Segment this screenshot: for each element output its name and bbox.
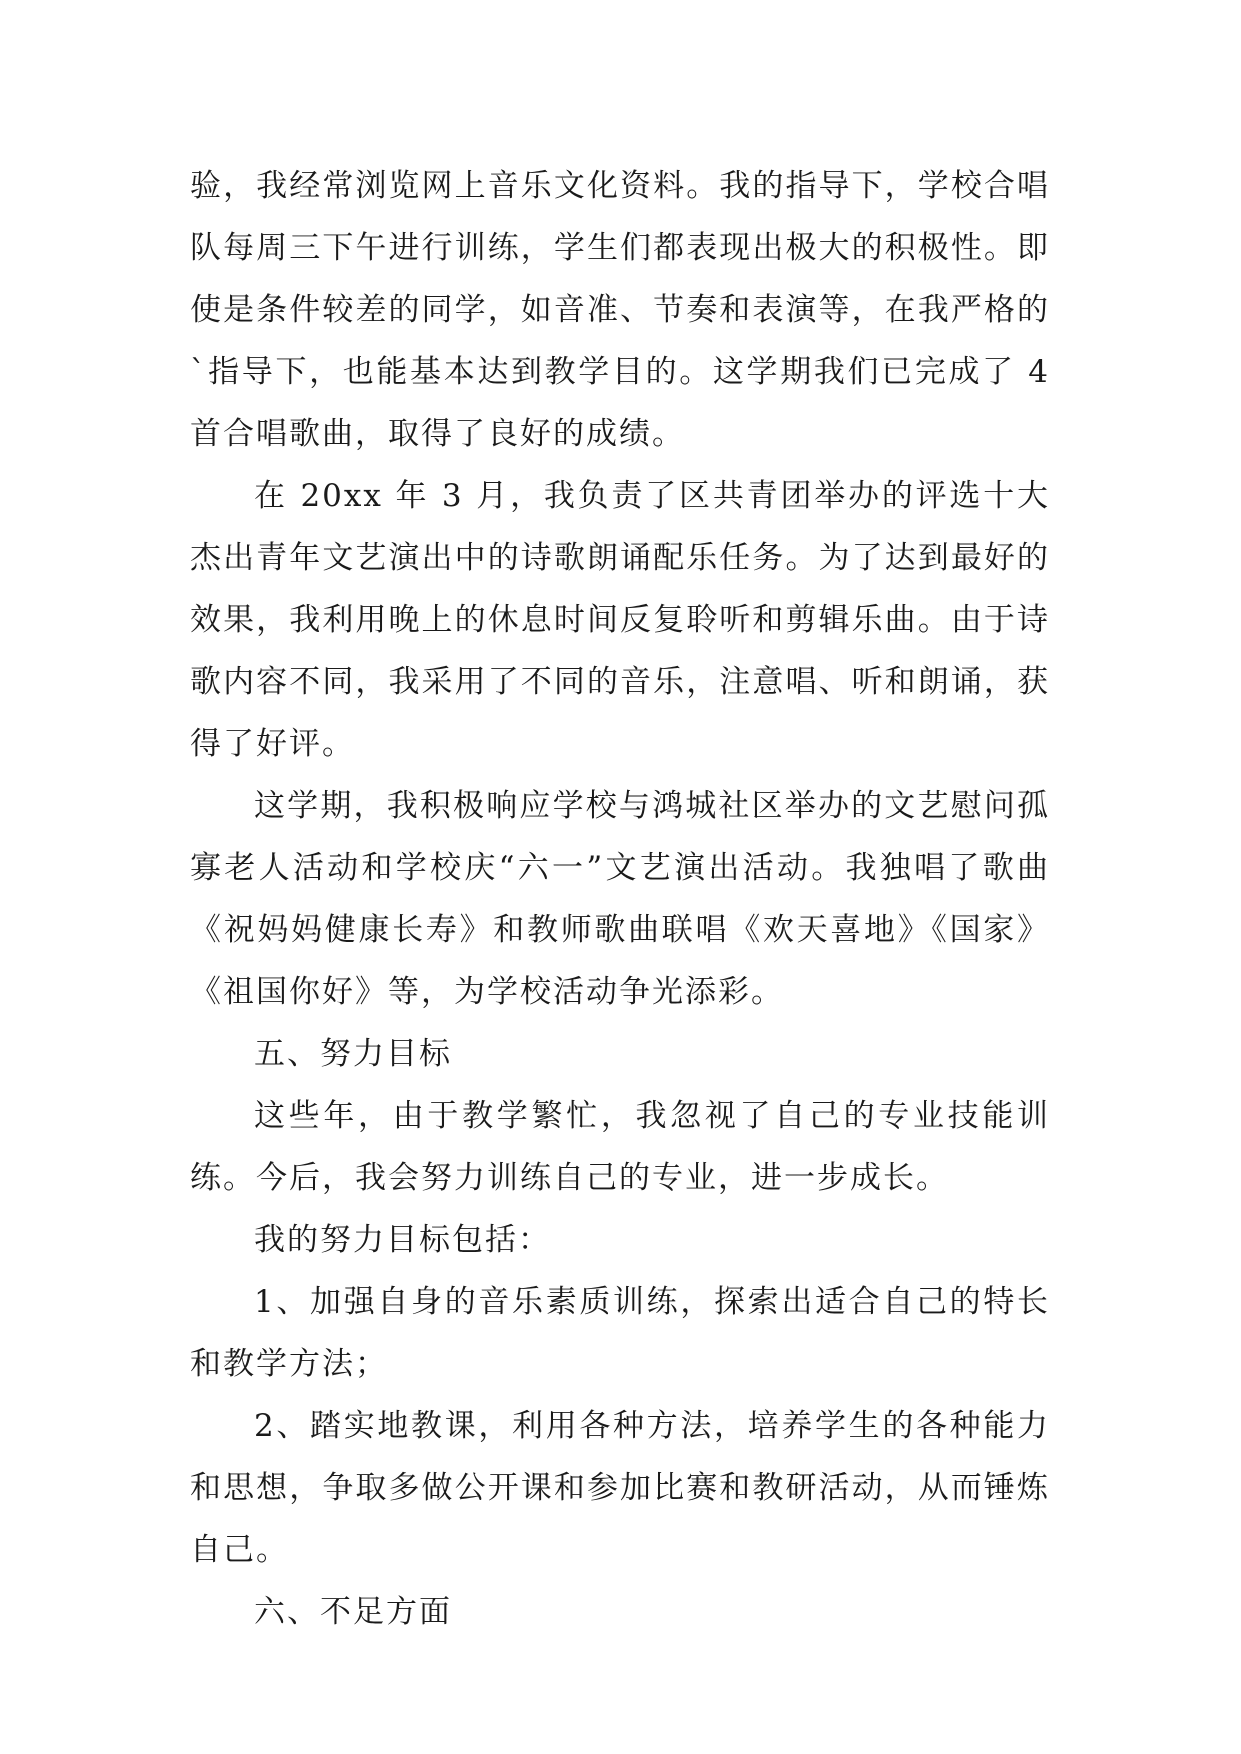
goal-item-1: 1、加强自身的音乐素质训练，探索出适合自己的特长和教学方法；: [190, 1284, 1050, 1382]
paragraph-goals-lead: 我的努力目标包括：: [254, 1222, 551, 1258]
paragraph-continuation: 验，我经常浏览网上音乐文化资料。我的指导下，学校合唱队每周三下午进行训练，学生们都表现出极大的积极性。即使是条件较差的同学，如音准、节奏和表演等，在我严格的`指导下，也能基本达到教学目的。这学期我们已完成了 4 首合唱歌曲，取得了良好的成绩。: [190, 168, 1050, 452]
goal-item-2: 2、踏实地教课，利用各种方法，培养学生的各种能力和思想，争取多做公开课和参加比赛和教研活动，从而锤炼自己。: [190, 1408, 1050, 1568]
section-heading-shortcomings: 六、不足方面: [254, 1594, 452, 1630]
paragraph-poetry-recital: 在 20xx 年 3 月，我负责了区共青团举办的评选十大杰出青年文艺演出中的诗歌朗诵配乐任务。为了达到最好的效果，我利用晚上的休息时间反复聆听和剪辑乐曲。由于诗歌内容不同，我采用了不同的音乐，注意唱、听和朗诵，获得了好评。: [190, 478, 1050, 762]
paragraph-goals-intro: 这些年，由于教学繁忙，我忽视了自己的专业技能训练。今后，我会努力训练自己的专业，进一步成长。: [190, 1098, 1050, 1196]
document-body: [190, 155, 1050, 1643]
section-heading-goals: 五、努力目标: [254, 1036, 452, 1072]
paragraph-community-performance: 这学期，我积极响应学校与鸿城社区举办的文艺慰问孤寡老人活动和学校庆“六一”文艺演出活动。我独唱了歌曲《祝妈妈健康长寿》和教师歌曲联唱《欢天喜地》《国家》《祖国你好》等，为学校活动争光添彩。: [190, 788, 1050, 1010]
